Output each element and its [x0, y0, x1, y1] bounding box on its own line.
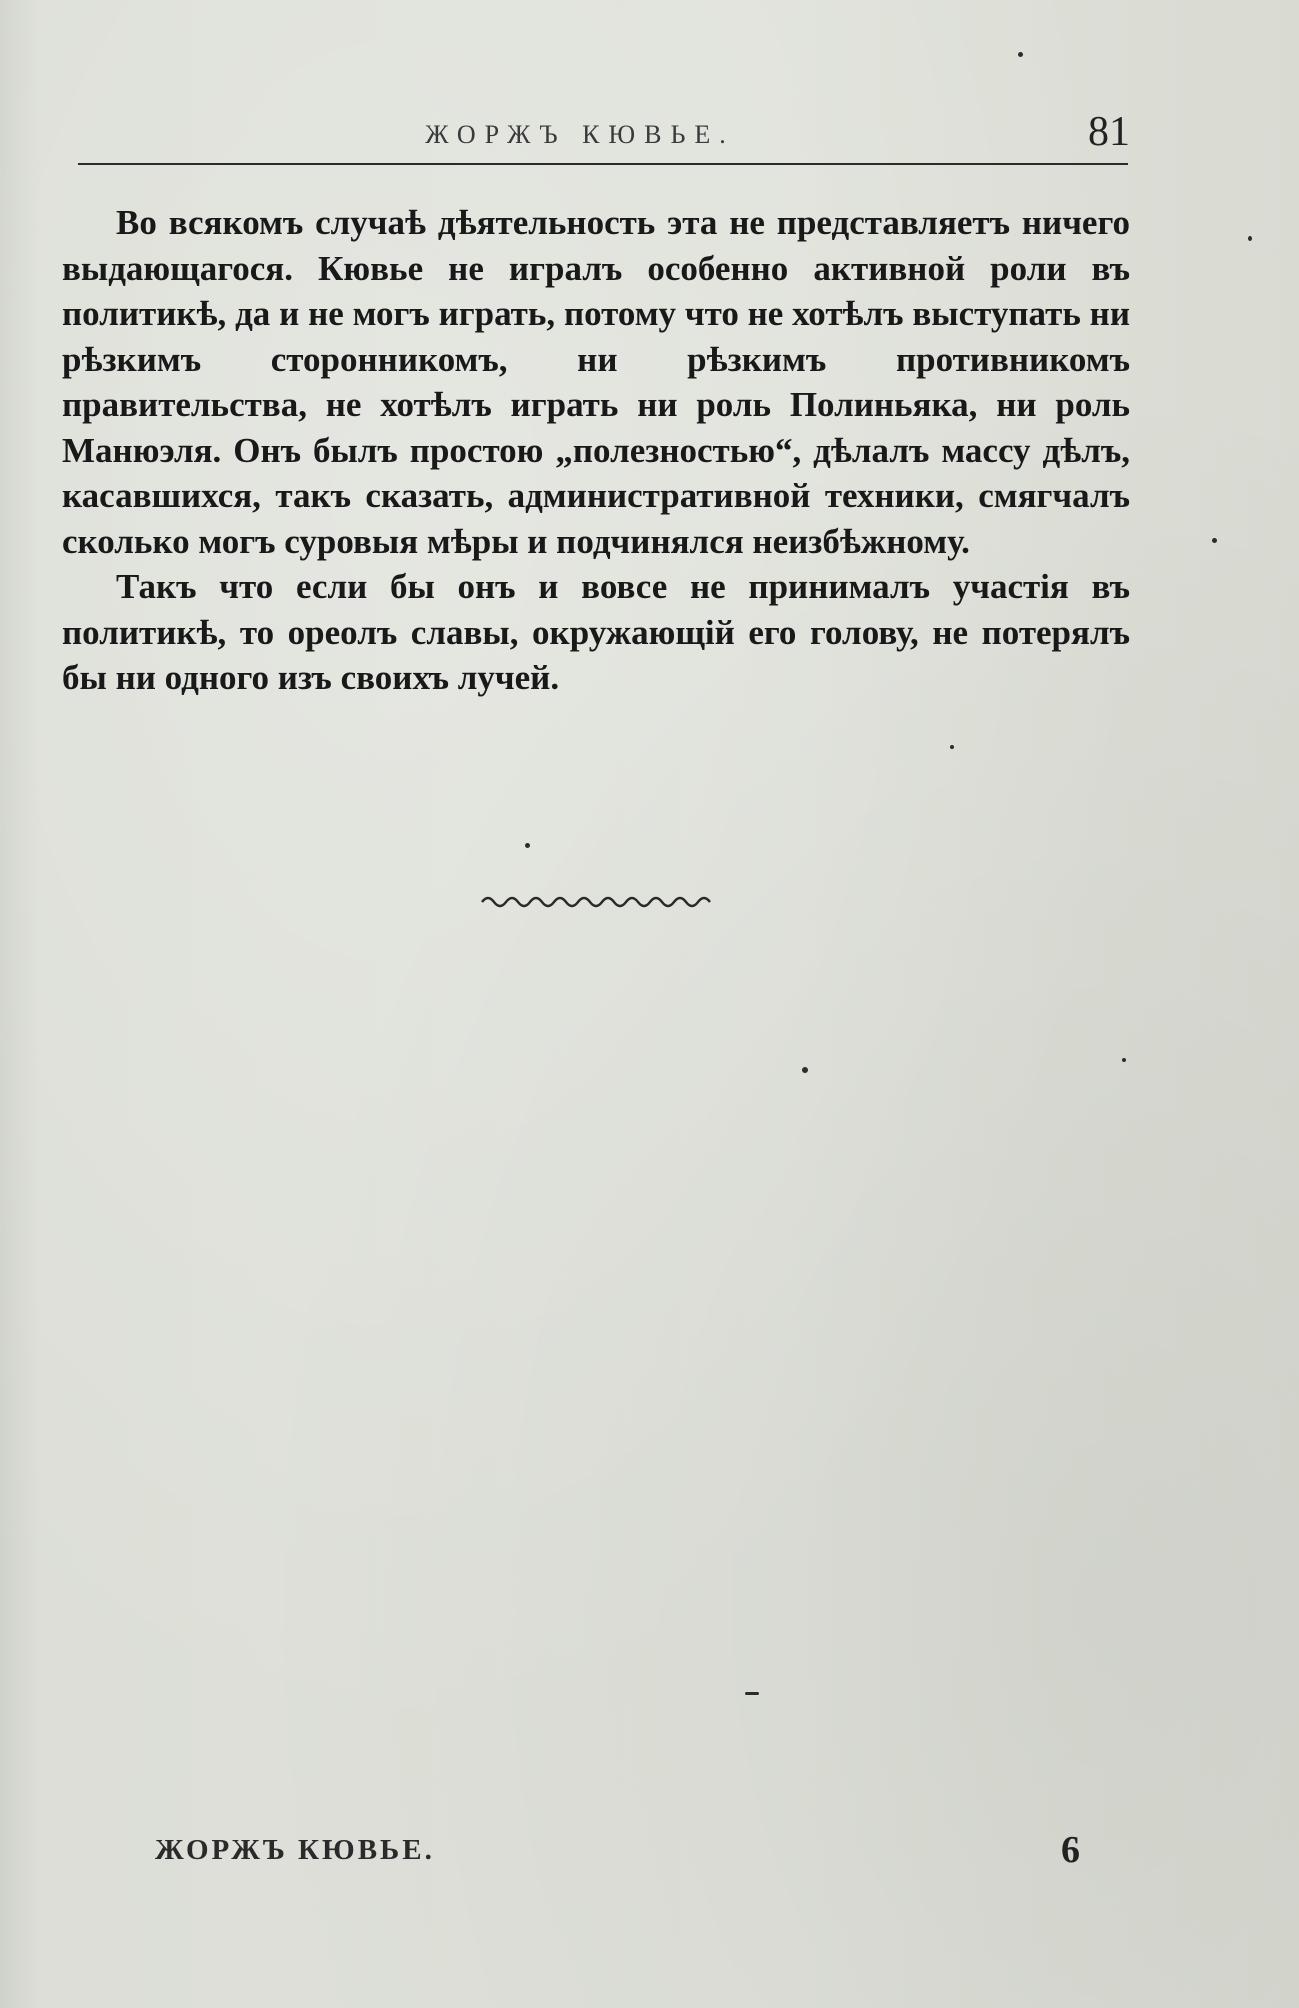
paragraph-1: Во всякомъ случаѣ дѣятельность эта не представляетъ ничего выдающагося. Кювье не игралъ особенно активной роли въ политикѣ, да и не могъ играть, потому что не хотѣлъ выступать ни рѣзкимъ сторонникомъ, ни рѣзкимъ противникомъ правительства, не хотѣлъ играть ни роль Полиньяка, ни роль Манюэля. Онъ былъ простою „полезностью“, дѣлалъ массу дѣлъ, касавшихся, такъ сказать, административной техники, смягчалъ сколько могъ суровыя мѣры и подчинялся неизбѣжному. [62, 203, 1130, 561]
body-text [62, 200, 1130, 701]
ink-speck [525, 843, 530, 848]
ink-speck [1212, 538, 1217, 543]
header-rule [78, 163, 1128, 165]
ink-speck [745, 1692, 759, 1695]
running-head-title: ЖОРЖЪ КЮВЬЕ. [425, 120, 735, 149]
ink-speck [802, 1067, 808, 1073]
page-number: 81 [1088, 109, 1130, 155]
signature-title: ЖОРЖЪ КЮВЬЕ. [155, 1834, 435, 1866]
ink-speck [1018, 52, 1023, 57]
paragraph-2: Такъ что если бы онъ и вовсе не принималъ участія въ политикѣ, то ореолъ славы, окружающій его голову, не потерялъ бы ни одного изъ своихъ лучей. [62, 567, 1130, 697]
running-head [0, 108, 1299, 158]
ink-speck [1122, 1058, 1126, 1062]
ink-speck [950, 745, 954, 749]
ink-speck [1248, 236, 1252, 241]
signature-mark: 6 [1061, 1829, 1080, 1871]
wavy-ornament [480, 888, 716, 912]
signature-line [0, 1828, 1299, 1878]
